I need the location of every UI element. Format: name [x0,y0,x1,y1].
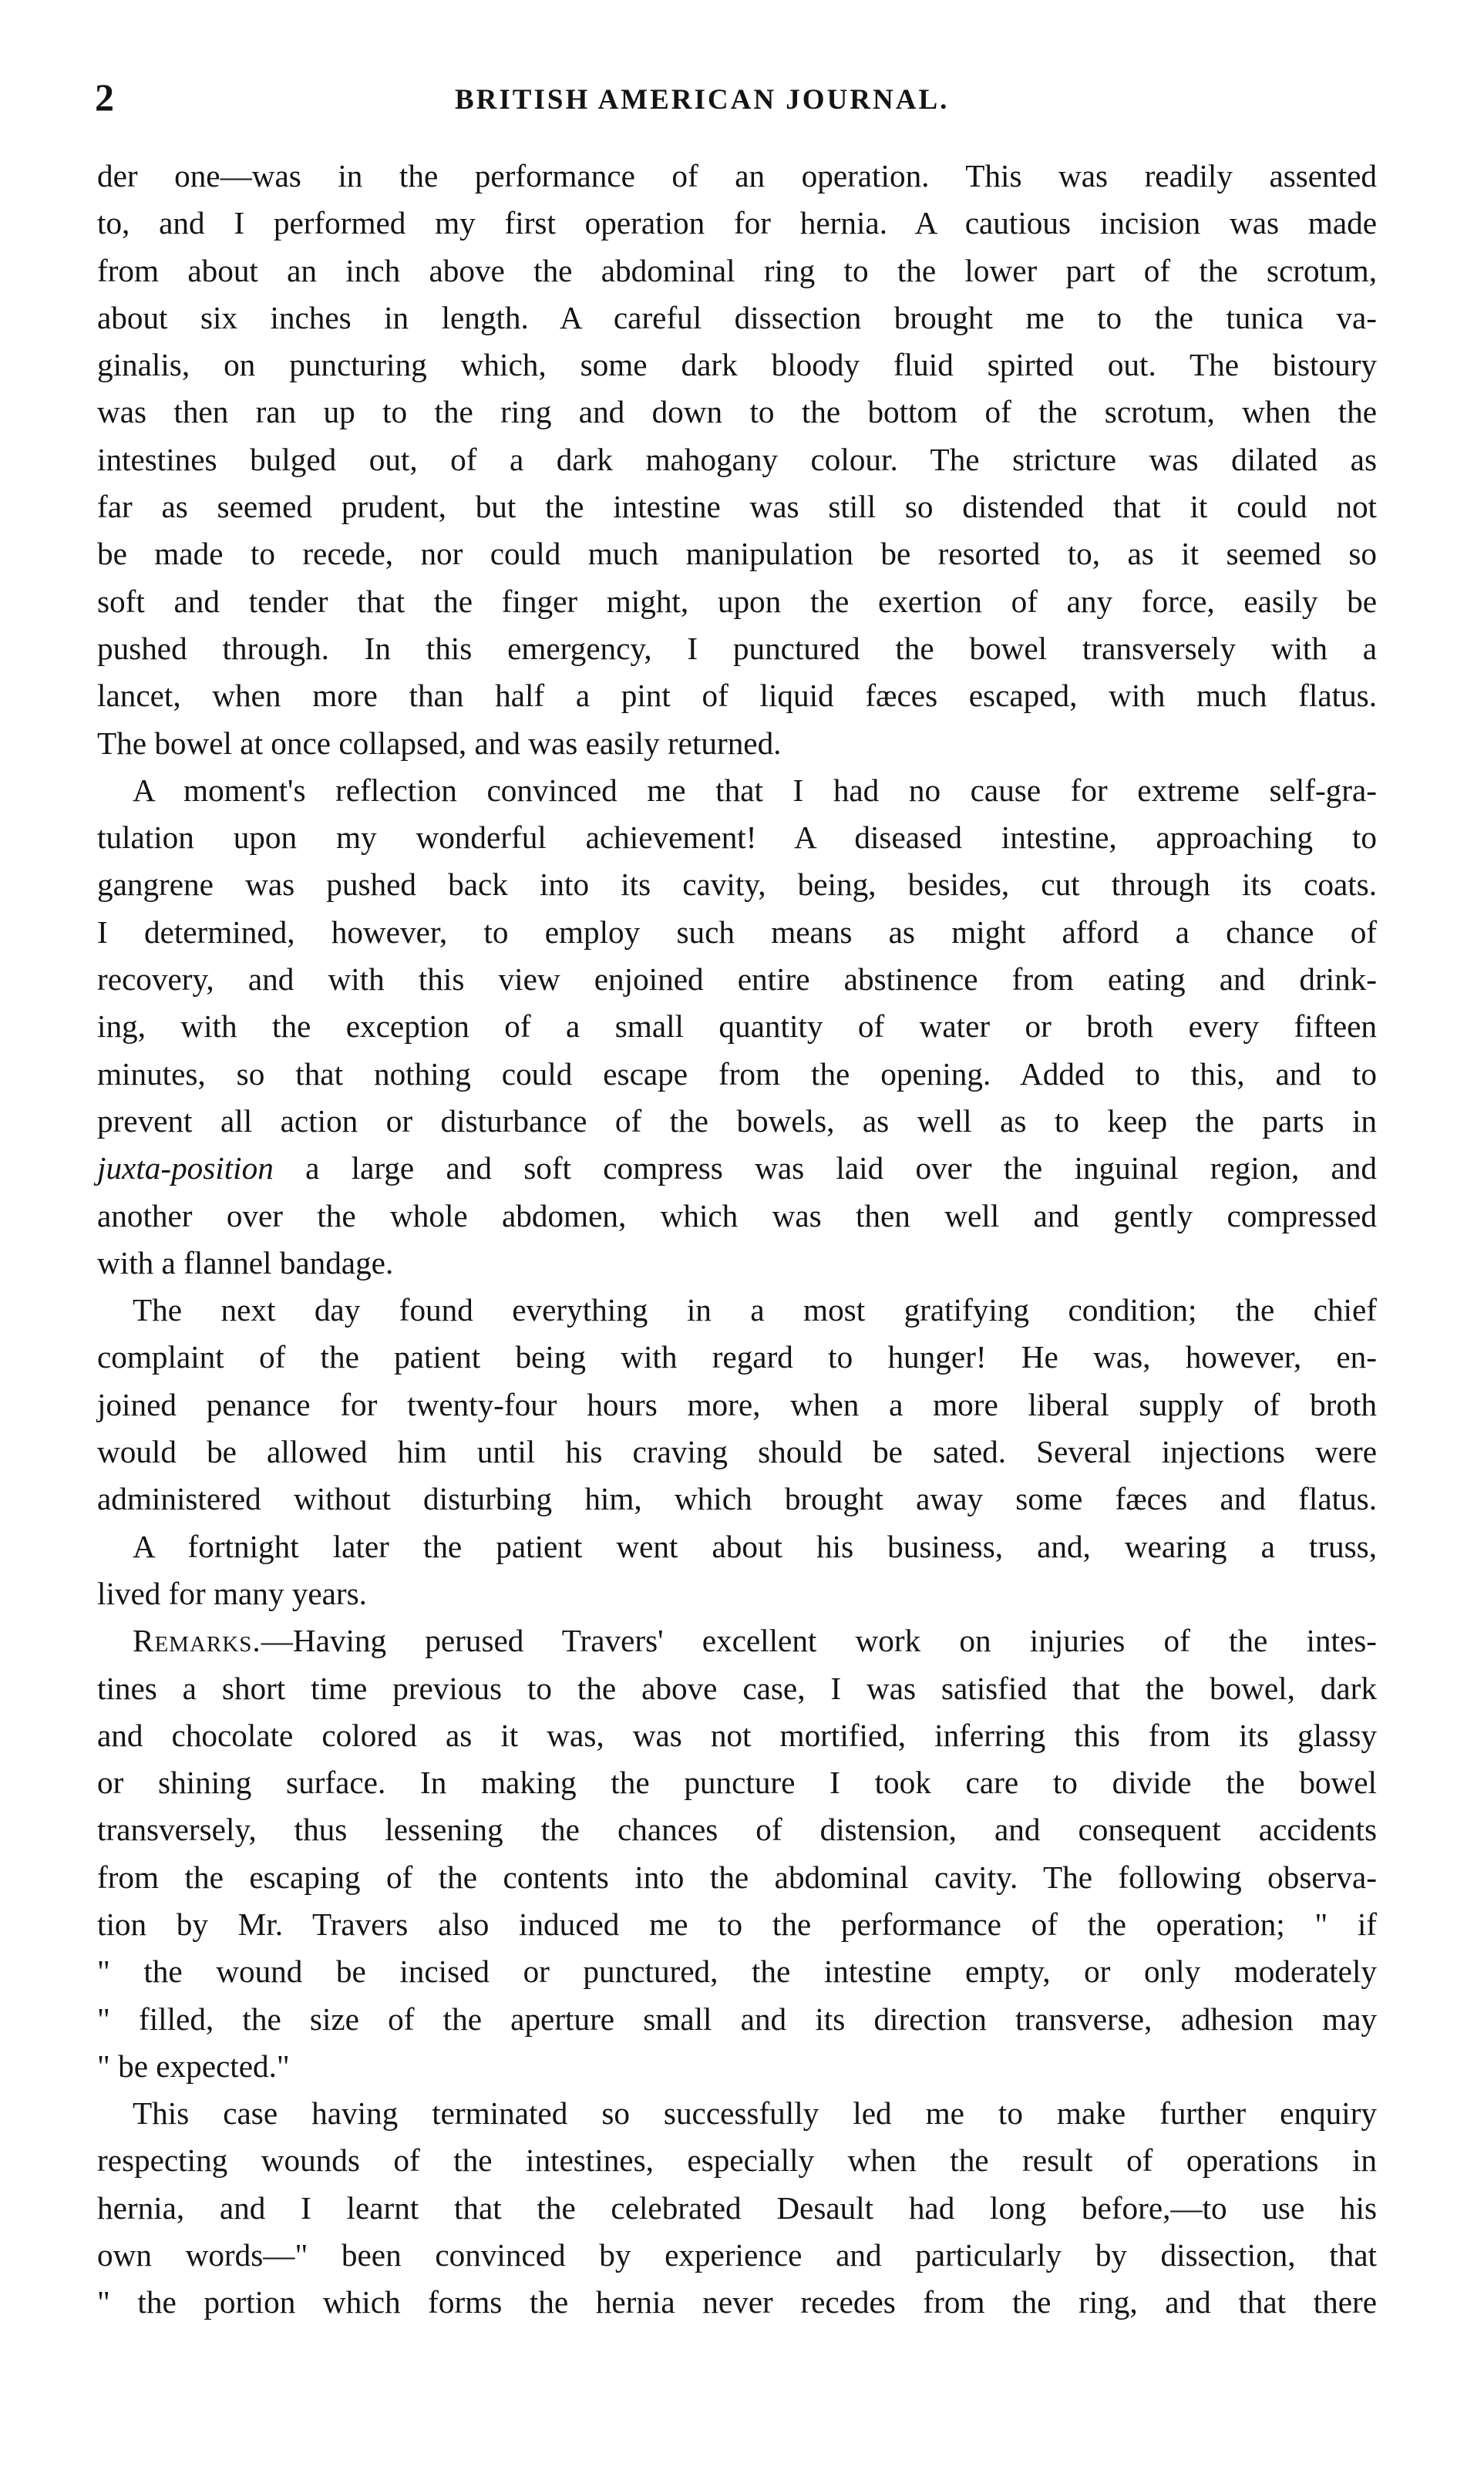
text-line: administered without disturbing him, which brought away some fæces and flatus. [97,1481,1377,1517]
text-line: prevent all action or disturbance of the bowels, as well as to keep the parts in [97,1102,1377,1139]
text-line: gangrene was pushed back into its cavity, being, besides, cut through its coats. [97,867,1377,903]
text-line: tion by Mr. Travers also induced me to the performance of the operation; " if [97,1906,1377,1942]
text-line: pushed through. In this emergency, I punctured the bowel transversely with a [97,630,1377,666]
text-line: A moment's reflection convinced me that I had no cause for extreme self-gra- [133,772,1377,808]
text-line: from the escaping of the contents into the abdominal cavity. The following observa- [97,1859,1377,1895]
text-line: tines a short time previous to the above case, I was satisfied that the bowel, dark [97,1670,1377,1706]
text-line: A fortnight later the patient went about his business, and, wearing a truss, [133,1528,1377,1564]
text-line: der one—was in the performance of an operation. This was readily assented [97,158,1377,194]
text-line: own words—" been convinced by experience and particularly by dissection, that [97,2237,1377,2273]
text-line: I determined, however, to employ such means as might afford a chance of [97,914,1377,950]
running-title: BRITISH AMERICAN JOURNAL. [455,84,950,116]
text-line: tulation upon my wonderful achievement! A diseased intestine, approaching to [97,819,1377,856]
text-line: soft and tender that the finger might, upon the exertion of any force, easily be [97,583,1377,619]
paragraph-3 [97,1287,1377,1523]
paragraph-4 [97,1523,1377,1618]
text-line: lancet, when more than half a pint of liquid fæces escaped, with much flatus. [97,678,1377,714]
text-line: was then ran up to the ring and down to the bottom of the scrotum, when the [97,394,1377,430]
text-line: recovery, and with this view enjoined entire abstinence from eating and drink- [97,961,1377,998]
text-line: about six inches in length. A careful dissection brought me to the tunica va- [97,299,1377,335]
remarks-heading: Remarks. [133,1623,261,1659]
text-line: be made to recede, nor could much manipulation be resorted to, as it seemed so [97,536,1377,572]
text-line: " be expected." [97,2048,290,2084]
text-line: The bowel at once collapsed, and was easily returned. [97,725,782,761]
paragraph-1 [97,153,1377,767]
text-line: intestines bulged out, of a dark mahogany colour. The stricture was dilated as [97,441,1377,477]
text-line: or shining surface. In making the puncture I took care to divide the bowel [97,1765,1377,1801]
text-line [97,1617,1377,1664]
text-line: and chocolate colored as it was, was not mortified, inferring this from its glassy [97,1717,1377,1753]
text-line: another over the whole abdomen, which was then well and gently compressed [97,1197,1377,1233]
text-line: to, and I performed my first operation for hernia. A cautious incision was made [97,205,1377,241]
text-line: The next day found everything in a most gratifying condition; the chief [133,1292,1377,1328]
text-line: " the portion which forms the hernia never recedes from the ring, and that there [97,2284,1377,2320]
italic-term: juxta-position [97,1150,274,1186]
text-line: hernia, and I learnt that the celebrated Desault had long before,—to use his [97,2189,1377,2226]
text-line: complaint of the patient being with regard to hunger! He was, however, en- [97,1339,1377,1375]
text-line: ginalis, on puncturing which, some dark bloody fluid spirted out. The bistoury [97,347,1377,383]
text-line: " filled, the size of the aperture small and its direction transverse, adhesion may [97,2001,1377,2037]
text-line: lived for many years. [97,1575,367,1611]
paragraph-6 [97,2090,1377,2326]
text-line: joined penance for twenty-four hours more, when a more liberal supply of broth [97,1386,1377,1422]
text-line: from about an inch above the abdominal ring to the lower part of the scrotum, [97,252,1377,288]
text-line: This case having terminated so successfully led me to make further enquiry [133,2095,1377,2132]
text-line-rest: —Having perused Travers' excellent work on injuries of the intes- [261,1623,1377,1659]
paragraph-remarks [97,1617,1377,2090]
page-number: 2 [95,76,114,119]
text-line: with a flannel bandage. [97,1244,394,1281]
text-line: would be allowed him until his craving should be sated. Several injections were [97,1434,1377,1470]
text-line: minutes, so that nothing could escape from the opening. Added to this, and to [97,1055,1377,1092]
text-line: respecting wounds of the intestines, especially when the result of operations in [97,2142,1377,2179]
text-line: " the wound be incised or punctured, the intestine empty, or only moderately [97,1954,1377,1990]
text-line: far as seemed prudent, but the intestine was still so distended that it could not [97,489,1377,525]
paragraph-2 [97,767,1377,1287]
text-line: juxta-position a large and soft compress was laid over the inguinal region, and [97,1150,1377,1186]
text-line: transversely, thus lessening the chances of distension, and consequent accidents [97,1812,1377,1848]
text-line: ing, with the exception of a small quantity of water or broth every fifteen [97,1008,1377,1045]
article-body [97,153,1377,2327]
